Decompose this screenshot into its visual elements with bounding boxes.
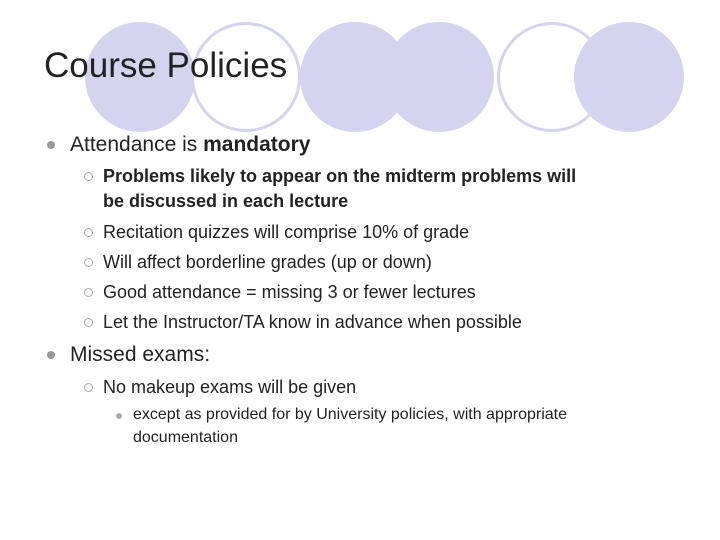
decorative-circle xyxy=(384,22,494,132)
subitem-notify-instructor: Let the Instructor/TA know in advance when possible xyxy=(103,312,522,332)
bullet-dot-icon xyxy=(47,351,55,359)
subitem-line: be discussed in each lecture xyxy=(103,191,349,211)
hollow-bullet-icon xyxy=(84,288,93,297)
bullet-text: Attendance is xyxy=(70,133,204,156)
hollow-bullet-icon xyxy=(84,383,93,392)
subitem-good-attendance: Good attendance = missing 3 or fewer lectures xyxy=(103,282,476,302)
hollow-bullet-icon xyxy=(84,228,93,237)
subsubitem-line: except as provided for by University policies, with appropriate xyxy=(133,406,567,423)
slide-title: Course Policies xyxy=(44,46,288,85)
small-bullet-dot-icon xyxy=(116,413,122,419)
hollow-bullet-icon xyxy=(84,258,93,267)
decorative-circle xyxy=(574,22,684,132)
subitem-no-makeup: No makeup exams will be given xyxy=(103,377,357,397)
subitem-line: Problems likely to appear on the midterm problems will xyxy=(103,166,577,186)
bullet-dot-icon xyxy=(47,141,55,149)
bullet-attendance xyxy=(70,133,310,157)
hollow-bullet-icon xyxy=(84,318,93,327)
bullet-emphasis: mandatory xyxy=(203,133,311,156)
subsubitem-line: documentation xyxy=(133,429,238,446)
subitem-recitation-quizzes: Recitation quizzes will comprise 10% of grade xyxy=(103,222,470,242)
bullet-missed-exams: Missed exams: xyxy=(70,343,211,366)
subitem-borderline-grades: Will affect borderline grades (up or down) xyxy=(103,252,432,272)
hollow-bullet-icon xyxy=(84,172,93,181)
